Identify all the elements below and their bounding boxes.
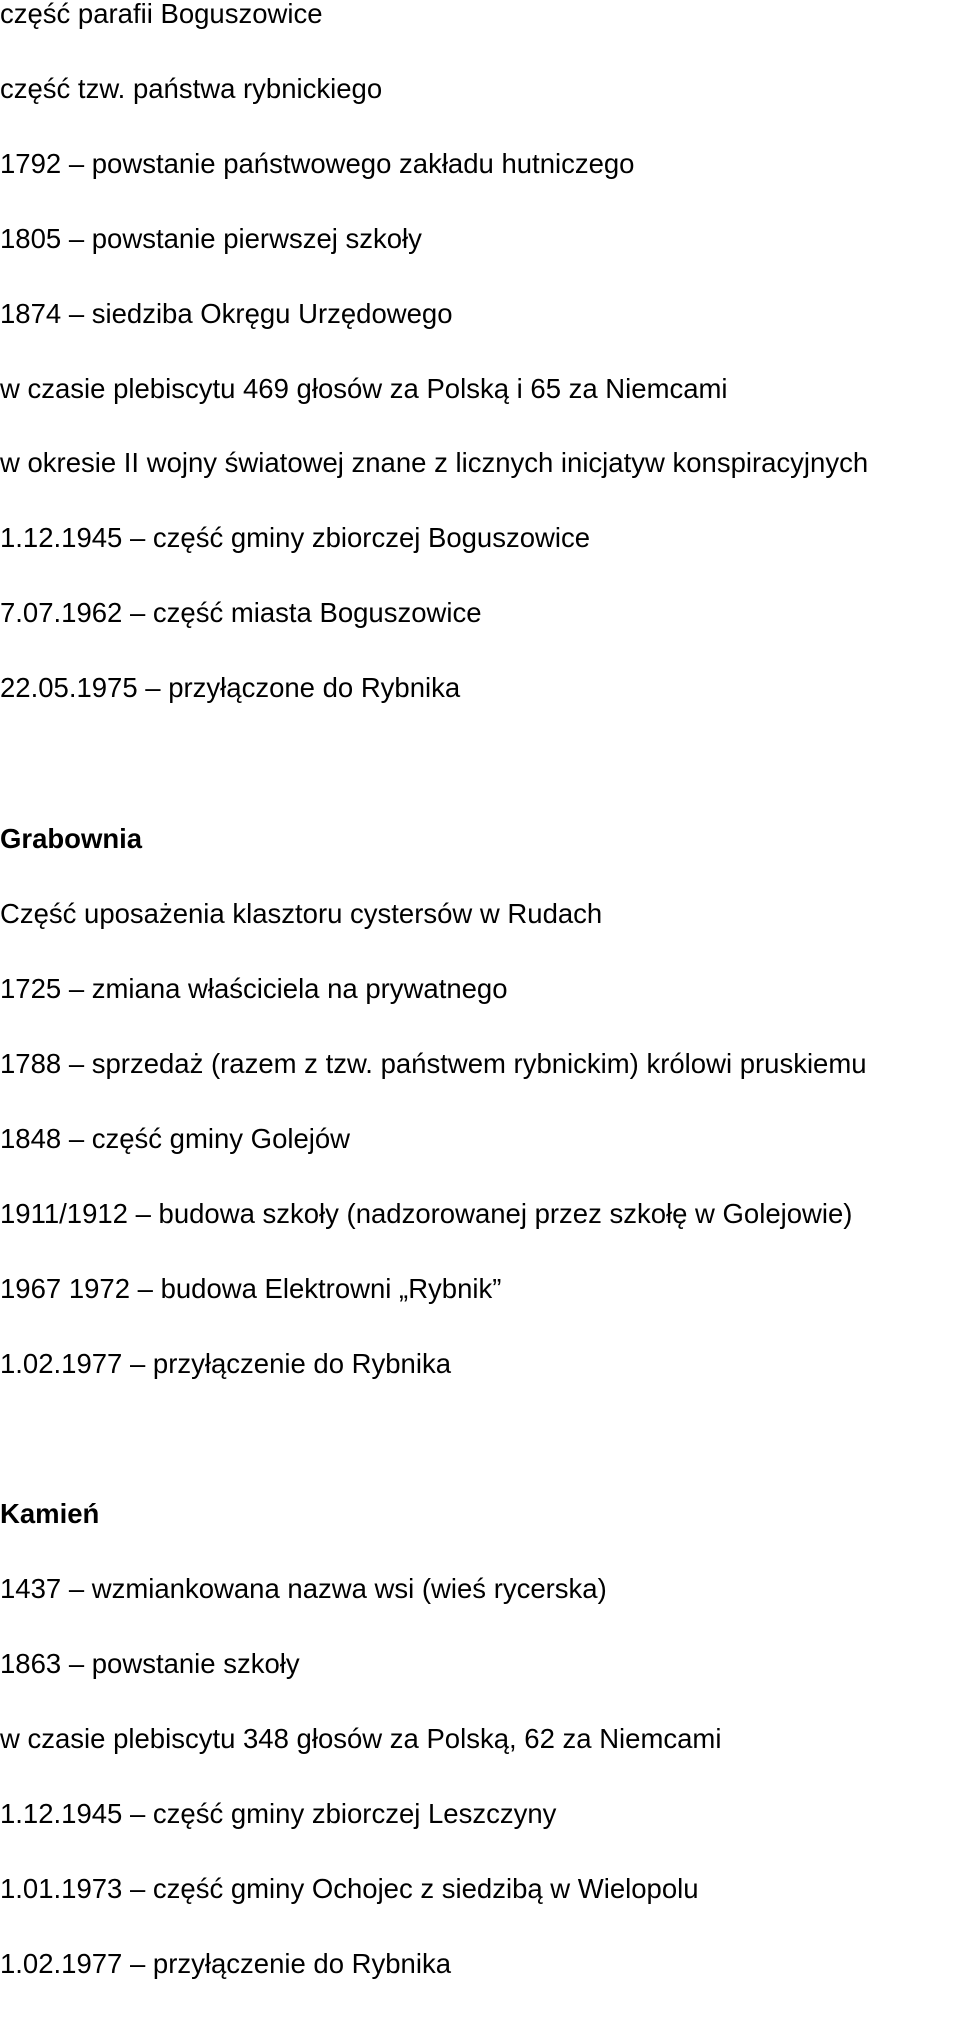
text-line: 1874 – siedziba Okręgu Urzędowego xyxy=(0,298,453,329)
section-heading-kamien: Kamień xyxy=(0,1498,100,1529)
text-line: część tzw. państwa rybnickiego xyxy=(0,73,383,104)
text-line: w czasie plebiscytu 348 głosów za Polską, 62 za Niemcami xyxy=(0,1723,722,1754)
text-line: 1.12.1945 – część gminy zbiorczej Boguszowice xyxy=(0,522,591,553)
text-line: 1.02.1977 – przyłączenie do Rybnika xyxy=(0,1348,451,1379)
text-line: 1805 – powstanie pierwszej szkoły xyxy=(0,223,422,254)
text-line: 22.05.1975 – przyłączone do Rybnika xyxy=(0,672,461,703)
text-line: 1848 – część gminy Golejów xyxy=(0,1123,351,1154)
text-line: 1967 1972 – budowa Elektrowni „Rybnik” xyxy=(0,1273,502,1304)
text-line: w czasie plebiscytu 469 głosów za Polską i 65 za Niemcami xyxy=(0,373,728,404)
section-heading-grabownia: Grabownia xyxy=(0,823,143,854)
text-line: 1725 – zmiana właściciela na prywatnego xyxy=(0,973,508,1004)
text-line: 1792 – powstanie państwowego zakładu hutniczego xyxy=(0,148,635,179)
text-line: 1437 – wzmiankowana nazwa wsi (wieś rycerska) xyxy=(0,1573,607,1604)
text-line: 1.12.1945 – część gminy zbiorczej Leszczyny xyxy=(0,1798,557,1829)
text-line: 7.07.1962 – część miasta Boguszowice xyxy=(0,597,482,628)
text-line: 1.01.1973 – część gminy Ochojec z siedzibą w Wielopolu xyxy=(0,1873,699,1904)
text-line: część parafii Boguszowice xyxy=(0,0,323,29)
text-line: w okresie II wojny światowej znane z licznych inicjatyw konspiracyjnych xyxy=(0,447,869,478)
text-line: Część uposażenia klasztoru cystersów w Rudach xyxy=(0,898,603,929)
text-line: 1.02.1977 – przyłączenie do Rybnika xyxy=(0,1948,451,1979)
text-line: 1788 – sprzedaż (razem z tzw. państwem rybnickim) królowi pruskiemu xyxy=(0,1048,867,1079)
text-line: 1911/1912 – budowa szkoły (nadzorowanej przez szkołę w Golejowie) xyxy=(0,1198,853,1229)
text-line: 1863 – powstanie szkoły xyxy=(0,1648,300,1679)
